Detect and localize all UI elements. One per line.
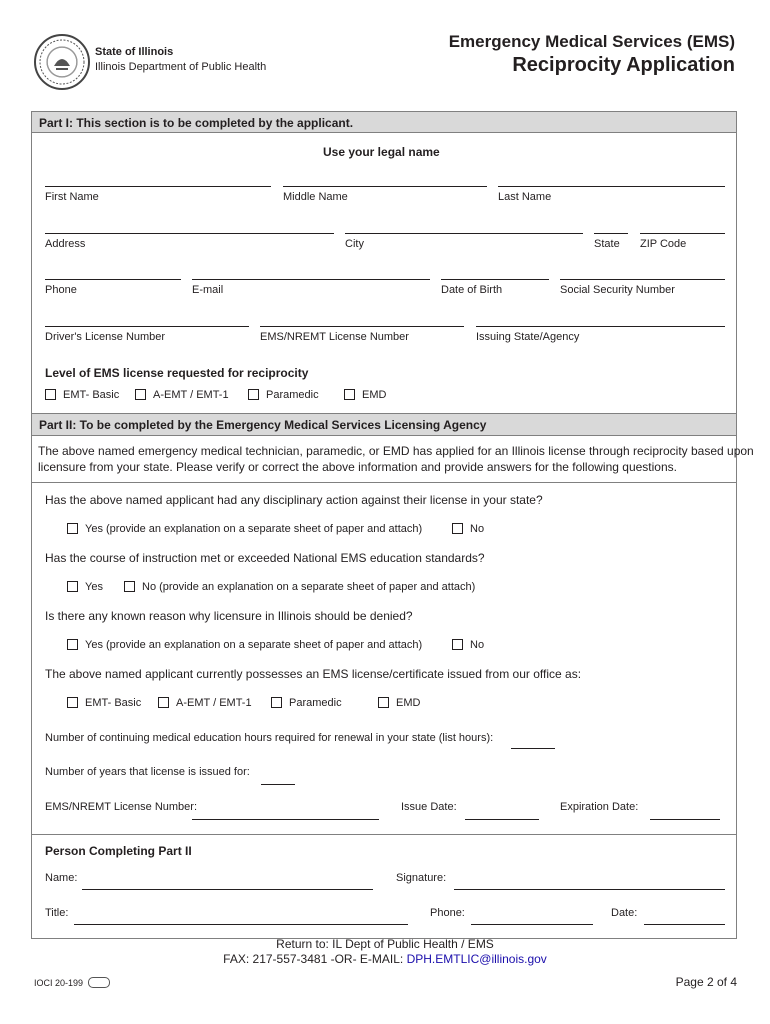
first-name-input[interactable]	[45, 186, 271, 187]
question-disciplinary: Has the above named applicant had any disciplinary action against their license in your state?	[45, 493, 543, 507]
q4-aemt-checkbox[interactable]	[158, 697, 169, 708]
question-denial: Is there any known reason why licensure in Illinois should be denied?	[45, 609, 413, 623]
ssn-input[interactable]	[560, 279, 725, 280]
section-divider	[32, 482, 736, 483]
email-input[interactable]	[192, 279, 430, 280]
email-link[interactable]: DPH.EMTLIC@illinois.gov	[406, 952, 547, 966]
middle-name-input[interactable]	[283, 186, 487, 187]
q4-paramedic-label: Paramedic	[289, 697, 342, 709]
ems-license-input[interactable]	[260, 326, 464, 327]
part2-intro-line1: The above named emergency medical technician, paramedic, or EMD has applied for an Illinois license through reciprocity based upon	[38, 444, 754, 458]
date-label: Date:	[611, 907, 638, 919]
department-name: Illinois Department of Public Health	[95, 61, 267, 73]
question-education: Has the course of instruction met or exceeded National EMS education standards?	[45, 551, 485, 565]
state-label: State	[594, 238, 620, 250]
q4-emt-basic-label: EMT- Basic	[85, 697, 142, 709]
expiration-date-label: Expiration Date:	[560, 801, 639, 813]
issuing-state-label: Issuing State/Agency	[476, 331, 580, 343]
q2-no-checkbox[interactable]	[124, 581, 135, 592]
level-emd-checkbox[interactable]	[344, 389, 355, 400]
q3-yes-label: Yes (provide an explanation on a separate sheet of paper and attach)	[85, 639, 423, 651]
return-to: Return to: IL Dept of Public Health / EMS	[276, 937, 494, 951]
form-title: Emergency Medical Services (EMS)	[448, 32, 735, 51]
level-emt-basic-label: EMT- Basic	[63, 389, 120, 401]
level-paramedic-checkbox[interactable]	[248, 389, 259, 400]
part2-intro-line2: licensure from your state. Please verify or correct the above information and provide answers for the following questions.	[38, 460, 677, 474]
last-name-label: Last Name	[498, 191, 552, 203]
city-label: City	[345, 238, 364, 250]
issue-date-input[interactable]	[465, 819, 539, 820]
zip-input[interactable]	[640, 233, 725, 234]
state-name: State of Illinois	[95, 46, 174, 58]
license-number-input[interactable]	[192, 819, 379, 820]
issuing-state-input[interactable]	[476, 326, 725, 327]
drivers-license-label: Driver's License Number	[45, 331, 166, 343]
q1-yes-label: Yes (provide an explanation on a separate sheet of paper and attach)	[85, 523, 423, 535]
state-input[interactable]	[594, 233, 628, 234]
ssn-label: Social Security Number	[560, 284, 675, 296]
drivers-license-input[interactable]	[45, 326, 249, 327]
q2-yes-label: Yes	[85, 581, 103, 593]
q4-emt-basic-checkbox[interactable]	[67, 697, 78, 708]
city-input[interactable]	[345, 233, 583, 234]
q4-emd-checkbox[interactable]	[378, 697, 389, 708]
middle-name-label: Middle Name	[283, 191, 348, 203]
level-paramedic-label: Paramedic	[266, 389, 319, 401]
level-heading: Level of EMS license requested for reciprocity	[45, 366, 309, 380]
dob-label: Date of Birth	[441, 284, 503, 296]
ems-license-label: EMS/NREMT License Number	[260, 331, 409, 343]
q2-no-label: No (provide an explanation on a separate sheet of paper and attach)	[142, 581, 476, 593]
part1-header: Part I: This section is to be completed by the applicant.	[32, 111, 736, 133]
phone-input[interactable]	[45, 279, 181, 280]
issue-date-label: Issue Date:	[401, 801, 457, 813]
address-label: Address	[45, 238, 86, 250]
ce-hours-label: Number of continuing medical education hours required for renewal in your state (list hours):	[45, 732, 494, 744]
q3-no-checkbox[interactable]	[452, 639, 463, 650]
section-divider-2	[32, 834, 736, 835]
union-bug-icon	[88, 977, 110, 988]
address-input[interactable]	[45, 233, 334, 234]
dob-input[interactable]	[441, 279, 549, 280]
q2-yes-checkbox[interactable]	[67, 581, 78, 592]
q1-no-checkbox[interactable]	[452, 523, 463, 534]
q1-yes-checkbox[interactable]	[67, 523, 78, 534]
state-seal	[34, 34, 90, 90]
part2-header: Part II: To be completed by the Emergency Medical Services Licensing Agency	[32, 413, 736, 436]
question-current-license: The above named applicant currently possesses an EMS license/certificate issued from our office as:	[45, 667, 582, 681]
page-number: Page 2 of 4	[675, 975, 737, 989]
fax-text: FAX: 217-557-3481 -OR- E-MAIL:	[223, 952, 407, 966]
last-name-input[interactable]	[498, 186, 725, 187]
phone-label-2: Phone:	[430, 907, 465, 919]
years-issued-input[interactable]	[261, 784, 295, 785]
q4-emd-label: EMD	[396, 697, 421, 709]
level-emd-label: EMD	[362, 389, 387, 401]
name-label: Name:	[45, 872, 78, 884]
name-input[interactable]	[82, 889, 373, 890]
level-aemt-label: A-EMT / EMT-1	[153, 389, 229, 401]
fax-email-line	[0, 952, 770, 966]
person-completing-heading: Person Completing Part II	[45, 844, 192, 858]
q3-yes-checkbox[interactable]	[67, 639, 78, 650]
q4-paramedic-checkbox[interactable]	[271, 697, 282, 708]
phone-input-2[interactable]	[471, 924, 593, 925]
phone-label: Phone	[45, 284, 77, 296]
signature-label: Signature:	[396, 872, 447, 884]
zip-label: ZIP Code	[640, 238, 687, 250]
ce-hours-input[interactable]	[511, 748, 555, 749]
level-emt-basic-checkbox[interactable]	[45, 389, 56, 400]
q3-no-label: No	[470, 639, 485, 651]
form-id: IOCI 20-199	[34, 978, 84, 988]
years-issued-label: Number of years that license is issued for:	[45, 766, 250, 778]
level-aemt-checkbox[interactable]	[135, 389, 146, 400]
email-label: E-mail	[192, 284, 224, 296]
date-input[interactable]	[644, 924, 725, 925]
title-input[interactable]	[74, 924, 408, 925]
form-subtitle: Reciprocity Application	[512, 54, 735, 76]
q1-no-label: No	[470, 523, 485, 535]
signature-input[interactable]	[454, 889, 725, 890]
q4-aemt-label: A-EMT / EMT-1	[176, 697, 252, 709]
first-name-label: First Name	[45, 191, 99, 203]
legal-name-heading: Use your legal name	[323, 145, 440, 159]
expiration-date-input[interactable]	[650, 819, 720, 820]
title-label: Title:	[45, 907, 69, 919]
license-number-label: EMS/NREMT License Number:	[45, 801, 198, 813]
